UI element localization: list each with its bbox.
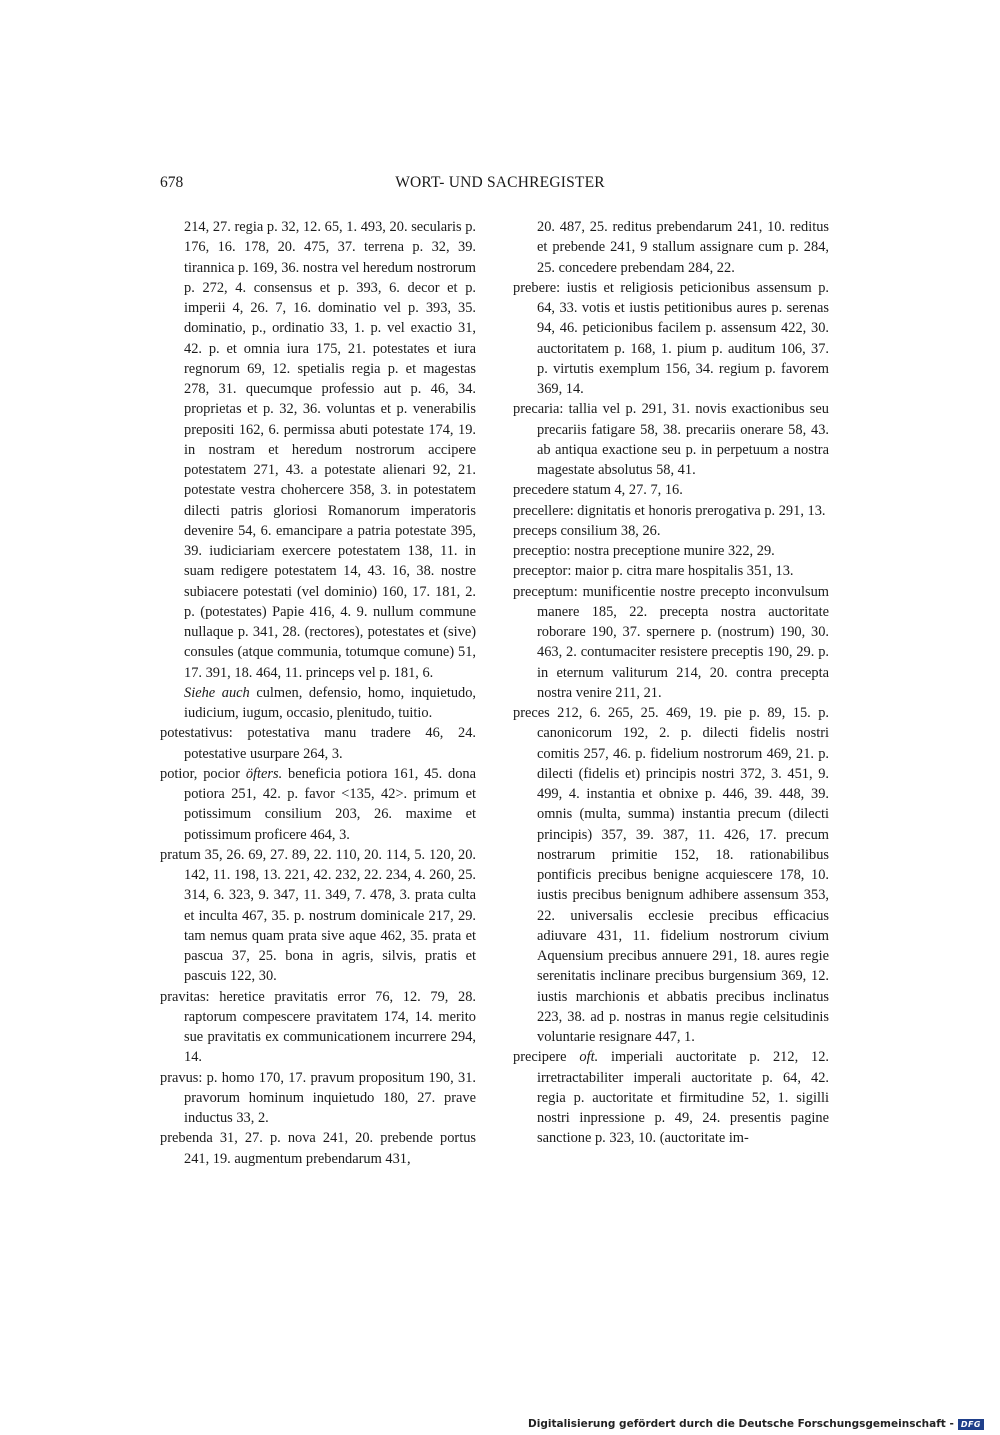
entry-text: imperiali auctoritate p. 212, 12. irretractabiliter imperali auctoritate p. 64, 42. regia p. auctoritate et firmitudine 52, 1. sigilli nostri inpressione p. 49, 24. presentis pagine sanctione p. 323, 10. (auctoritate im- xyxy=(537,1049,829,1147)
index-entry-continuation: 214, 27. regia p. 32, 12. 65, 1. 493, 20. secularis p. 176, 16. 178, 20. 475, 37. terrena p. 32, 39. tirannica p. 169, 36. nostra vel heredum nostrorum p. 272, 4. consensus et p. 393, 6. decor et p. imperii 4, 26. 7, 16. dominatio vel p. 393, 35. dominatio, p., ordinatio 33, 1. p. vel exactio 31, 42. p. et omnia iura 175, 21. potestates et iura regnorum 69, 12. spetialis regia p. et magestas 278, 31. quecumque professio aut p. 46, 34. proprietas et p. 32, 36. voluntas et p. venerabilis prepositi 162, 6. permissa abuti potestate 174, 19. in nostram et heredum nostrorum accipere potestatem 271, 43. a potestate alienari 92, 21. potestate vestra chohercere 358, 3. in potestatem dilecti patris gloriosi Romanorum imperatoris devenire 54, 6. emancipare a patria potestate 395, 39. iudiciariam exercere potestatem 138, 11. in suam redigere potestatem 14, 43. 16, 38. nostre subiacere potestati (vel dominio) 160, 17. 181, 2. p. (potestates) Papie 416, 4. 9. nullum commune nullaque p. 341, 28. (rectores), potestates et (sive) consules (atque communia, totumque comune) 51, 17. 391, 18. 464, 11. princeps vel p. 181, 6. xyxy=(184,219,476,681)
index-entry: preces 212, 6. 265, 25. 469, 19. pie p. 89, 15. p. canonicorum 192, 2. p. dilecti fidelis nostri comitis 257, 46. p. fidelium nostrorum 469, 21. p. dilecti (fidelis et) principis nostri 372, 3. 451, 9. 499, 4. instantia et obnixe p. 446, 39. 448, 39. omnis (multa, summa) instantia precum (dilecti principis) 357, 39. 387, 11. 426, 17. precum nostrarum primitie 152, 18. rationabilibus pontificis precibus benigne acquiescere 178, 10. iustis precibus benignum adhibere assensum 353, 22. universalis ecclesie precibus efficacius adiuvare 431, 11. fidelium nostrorum civium Aquensium precibus annuere 291, 18. aures regie serenitatis inclinare precibus burgensium 369, 12. iustis marchionis et abbatis precibus inclinatus 223, 38. ad p. nostras in manus regie celsitudinis voluntarie resignare 447, 1. xyxy=(513,705,829,1045)
index-entry-continuation: 20. 487, 25. reditus prebendarum 241, 10. reditus et prebende 241, 9 stallum assignare cum p. 284, 25. concedere prebendam 284, 22. xyxy=(537,219,829,276)
funding-credit: Digitalisierung gefördert durch die Deutsche Forschungsgemeinschaft - xyxy=(528,1418,954,1430)
index-entry: pravus: p. homo 170, 17. pravum propositum 190, 31. pravorum hominum inquietudo 180, 27. prave inductus 33, 2. xyxy=(160,1069,476,1126)
see-also-note xyxy=(160,683,476,724)
index-entry: precellere: dignitatis et honoris prerogativa p. 291, 13. xyxy=(513,502,826,519)
digitization-footer xyxy=(528,1418,984,1430)
running-head: WORT- UND SACHREGISTER xyxy=(395,174,605,191)
see-also-terms: culmen, defensio, homo, inquietudo, iudicium, iugum, occasio, plenitudo, tuitio. xyxy=(184,684,476,721)
index-entry: potestativus: potestativa manu tradere 46, 24. potestative usurpare 264, 3. xyxy=(160,725,476,762)
dfg-logo: DFG xyxy=(958,1419,984,1430)
entry-lemma: potior, pocior xyxy=(160,765,246,782)
entry-text: beneficia potiora 161, 45. dona potiora 251, 42. p. favor <135, 42>. primum et potissimum consilium 203, 26. maxime et potissimum proficere 464, 3. xyxy=(184,765,477,843)
index-entry xyxy=(160,764,476,845)
index-column-left xyxy=(160,217,476,1169)
index-entry: preceptor: maior p. citra mare hospitalis 351, 13. xyxy=(513,563,794,580)
index-entry: precaria: tallia vel p. 291, 31. novis exactionibus seu precariis fatigare 58, 38. precariis onerare 58, 43. ab antiqua exactione seu p. in perpetuum a nostra magestate absolutus 58, 41. xyxy=(513,401,829,478)
index-entry: pratum 35, 26. 69, 27. 89, 22. 110, 20. 114, 5. 120, 20. 142, 11. 198, 13. 221, 42. 232, 22. 234, 4. 260, 25. 314, 6. 323, 9. 347, 11. 349, 7. 478, 3. prata culta et inculta 467, 35. p. nostrum dominicale 217, 29. tam nemus quam prata sive aque 462, 35. prata et pascua 37, 25. bona in agris, silvis, pratis et pascuis 122, 30. xyxy=(160,846,476,985)
page-number: 678 xyxy=(160,174,184,191)
index-entry: precedere statum 4, 27. 7, 16. xyxy=(513,482,683,499)
index-column-right xyxy=(513,217,829,1149)
index-entry: preceptum: munificentie nostre precepto inconvulsum manere 185, 22. precepta nostra auctoritate roborare 190, 37. spernere p. (nostrum) 190, 30. 463, 2. contumaciter resistere preceptis 190, 29. p. in eternum valiturum 214, 20. contra precepta nostra venire 211, 21. xyxy=(513,583,829,701)
see-also-label: Siehe auch xyxy=(184,684,250,701)
index-entry: prebenda 31, 27. p. nova 241, 20. prebende portus 241, 19. augmentum prebendarum 431, xyxy=(160,1130,476,1167)
index-entry: pravitas: heretice pravitatis error 76, 12. 79, 28. raptorum compescere pravitatem 174, 14. merito sue pravitatis ex communicationem incurrere 294, 14. xyxy=(160,988,476,1066)
index-entry: preceptio: nostra preceptione munire 322, 29. xyxy=(513,543,775,559)
entry-lemma: precipere xyxy=(513,1049,580,1066)
index-entry: preceps consilium 38, 26. xyxy=(513,522,661,539)
entry-frequency-note: öfters. xyxy=(245,765,283,782)
entry-frequency-note: oft. xyxy=(579,1049,599,1066)
index-entry xyxy=(513,1047,829,1148)
index-entry: prebere: iustis et religiosis peticionibus assensum p. 64, 33. votis et iustis petitionibus aures p. serenas 94, 46. peticionibus facilem p. assensum 422, 30. auctoritatem p. 168, 1. pium p. auditum 106, 37. p. virtutis exemplum 156, 34. regium p. favorem 369, 14. xyxy=(513,279,829,397)
